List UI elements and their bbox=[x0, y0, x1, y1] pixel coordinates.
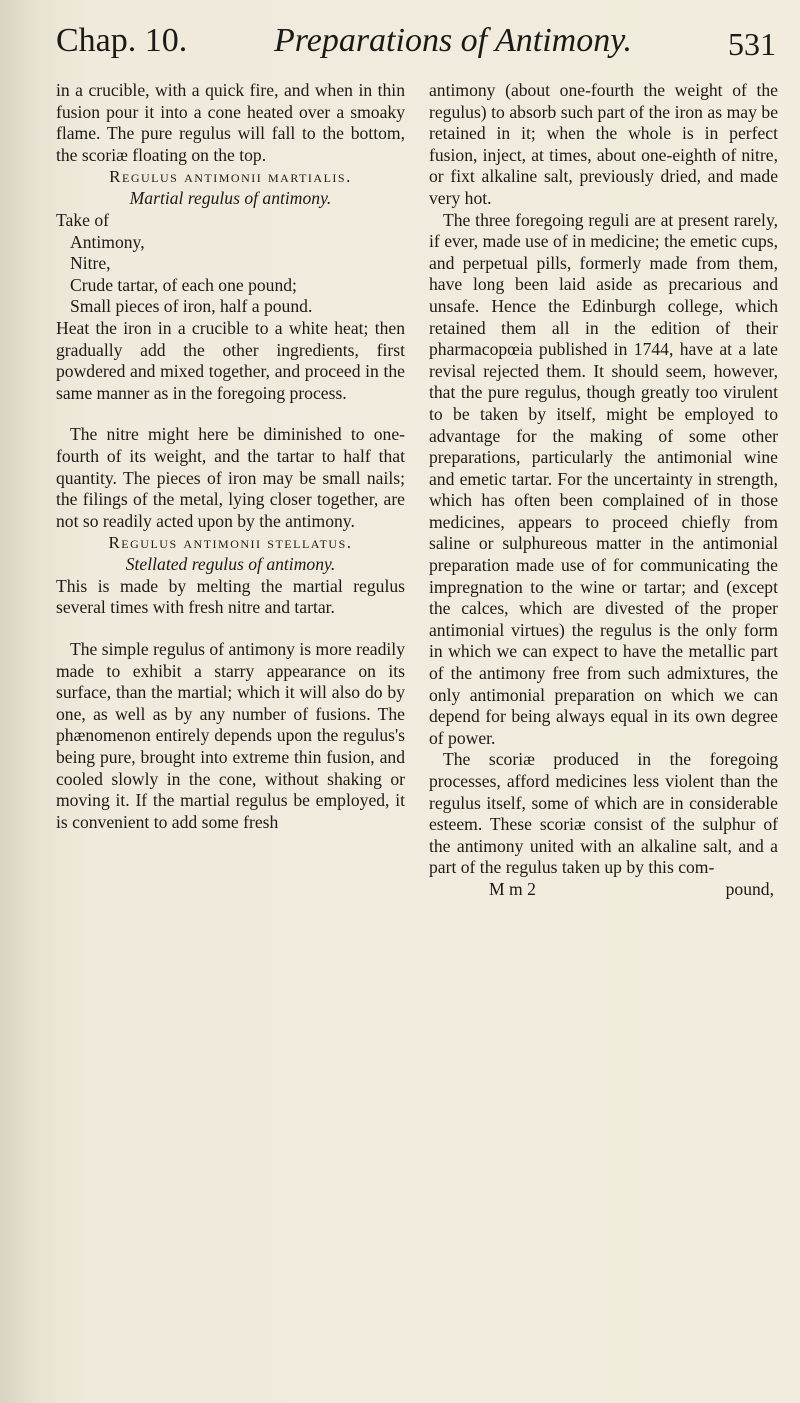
section-heading: Regulus antimonii martialis. bbox=[109, 167, 352, 187]
paragraph: The nitre might here be diminished to one-fourth of its weight, and the tartar to half that quantity. The pieces of iron may be small nails; the filings of the metal, lying closer together, are not so readily acted upon by the antimony. bbox=[56, 424, 405, 531]
text-columns bbox=[56, 80, 778, 901]
chapter-label: Chap. 10. bbox=[56, 22, 188, 59]
page-title: Preparations of Antimony. bbox=[274, 22, 632, 59]
list-item: Small pieces of iron, half a pound. bbox=[70, 296, 313, 317]
page-number: 531 bbox=[728, 26, 776, 62]
section-subheading: Stellated regulus of antimony. bbox=[125, 554, 336, 575]
catchword: pound, bbox=[725, 878, 774, 899]
right-column bbox=[429, 80, 778, 901]
signature-mark: M m 2 bbox=[489, 878, 536, 899]
list-item: Antimony, bbox=[70, 231, 145, 252]
paragraph: The three foregoing reguli are at present rarely, if ever, made use of in medicine; the emetic cups, and perpetual pills, formerly made from them, have long been laid aside as precarious and unsafe. Hence the Edinburgh college, which retained them all in the edition of their pharmacopœia published in 1744, have at a late revisal rejected them. It should seem, however, that the pure regulus, though greatly too virulent to be taken by itself, might be employed to advantage for the making of some other preparations, particularly the antimonial wine and emetic tartar. For the uncertainty in strength, which has often been complained of in those medicines, appears to proceed chiefly from saline or sulphureous matter in the antimonial preparation made use of for communicating the impregnation to the wine or tartar; and (except the calces, which are divested of the proper antimonial virtues) the regulus is the only form in which we can expect to have the metallic part of the antimony free from such admixtures, the only antimonial preparation on which we can depend for being always equal in its own degree of power. bbox=[429, 209, 778, 748]
section-subheading: Martial regulus of antimony. bbox=[129, 188, 332, 209]
paragraph: antimony (about one-fourth the weight of the regulus) to absorb such part of the iron as may be retained in it; when the whole is in perfect fusion, inject, at times, about one-eighth of nitre, or fixt alkaline salt, previously dried, and made very hot. bbox=[429, 80, 778, 208]
paragraph: The simple regulus of antimony is more readily made to exhibit a starry appearance on its surface, than the martial; which it will also do by one, as well as by any number of fusions. The phænomenon entirely depends upon the regulus's being pure, brought into extreme thin fusion, and cooled slowly in the cone, without shaking or moving it. If the martial regulus be employed, it is convenient to add some fresh bbox=[56, 639, 405, 832]
paragraph: This is made by melting the martial regulus several times with fresh nitre and tartar. bbox=[56, 575, 405, 618]
list-item: Take of bbox=[56, 209, 109, 230]
left-column bbox=[56, 80, 405, 901]
section-heading: Regulus antimonii stellatus. bbox=[108, 533, 353, 553]
list-item: Crude tartar, of each one pound; bbox=[70, 274, 297, 295]
paragraph: in a crucible, with a quick fire, and when in thin fusion pour it into a cone heated over a smoaky flame. The pure regulus will fall to the bottom, the scoriæ floating on the top. bbox=[56, 80, 405, 165]
page-footer bbox=[429, 879, 778, 901]
running-header bbox=[56, 22, 778, 80]
list-item: Nitre, bbox=[70, 253, 111, 274]
ingredient-list bbox=[56, 210, 405, 318]
paragraph: Heat the iron in a crucible to a white heat; then gradually add the other ingredients, first powdered and mixed together, and proceed in the same manner as in the foregoing process. bbox=[56, 317, 405, 403]
paragraph: The scoriæ produced in the foregoing processes, afford medicines less violent than the regulus itself, some of which are in considerable esteem. These scoriæ consist of the sulphur of the antimony united with an alkaline salt, and a part of the regulus taken up by this com- bbox=[429, 749, 778, 878]
